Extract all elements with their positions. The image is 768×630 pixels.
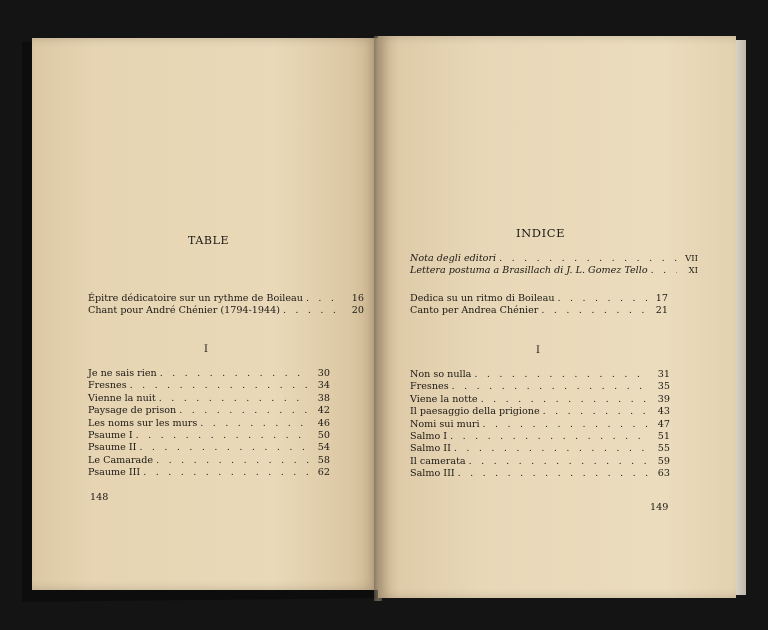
toc-entry <box>410 419 670 431</box>
toc-entry-page: 16 <box>351 293 364 304</box>
toc-entry <box>410 456 670 468</box>
right-page <box>378 36 736 598</box>
toc-entry <box>410 305 668 317</box>
toc-entry-title: Lettera postuma a Brasillach di J. L. Gomez Tello <box>410 265 648 277</box>
toc-entry <box>88 405 330 417</box>
left-page-heading: TABLE <box>188 234 230 247</box>
toc-entry <box>410 253 698 265</box>
toc-entry-title: Canto per Andrea Chénier <box>410 305 539 317</box>
toc-entry-page: 30 <box>317 368 330 379</box>
dot-leader <box>481 394 649 406</box>
toc-entry-title: Paysage de prison <box>88 405 177 417</box>
toc-entry <box>88 418 330 430</box>
toc-entry-title: Il camerata <box>410 455 466 467</box>
toc-entry-page: 54 <box>317 442 330 454</box>
toc-entry <box>410 369 670 381</box>
toc-entry-title: Salmo I <box>410 430 448 442</box>
toc-entry-page: 63 <box>657 468 670 480</box>
left-page-number: 148 <box>90 492 109 503</box>
left-entries <box>88 368 330 480</box>
toc-entry-page: 39 <box>657 393 670 405</box>
toc-entry <box>88 293 364 305</box>
right-page-number: 149 <box>650 502 669 513</box>
toc-entry <box>410 265 698 277</box>
dot-leader <box>200 418 309 430</box>
toc-entry-title: Épitre dédicatoire sur un rythme de Boileau <box>88 293 303 304</box>
dot-leader <box>136 430 309 442</box>
dot-leader <box>454 443 649 455</box>
toc-entry <box>88 368 330 380</box>
toc-entry-title: Nota degli editori <box>410 253 497 264</box>
right-section-number: I <box>536 345 540 356</box>
left-front-entries <box>88 293 364 318</box>
toc-entry <box>410 406 670 418</box>
toc-entry-page: 42 <box>317 405 330 417</box>
toc-entry-page: 51 <box>657 430 670 442</box>
toc-entry-title: Psaume II <box>88 442 137 454</box>
right-page-heading: INDICE <box>516 226 566 240</box>
toc-entry <box>410 443 670 455</box>
toc-entry <box>88 467 330 479</box>
dot-leader <box>283 305 343 317</box>
toc-entry-page: 59 <box>657 455 670 467</box>
toc-entry <box>410 381 670 393</box>
toc-entry-title: Je ne sais rien <box>88 368 157 379</box>
dot-leader <box>541 305 647 317</box>
toc-entry-page: 31 <box>657 369 670 380</box>
toc-entry-title: Salmo III <box>410 468 455 480</box>
left-section-number: I <box>204 344 208 355</box>
dot-leader <box>483 419 649 431</box>
dot-leader <box>543 406 649 418</box>
toc-entry-title: Nomi sui muri <box>410 418 480 430</box>
toc-entry-title: Psaume I <box>88 429 133 441</box>
toc-entry-title: Chant pour André Chénier (1794-1944) <box>88 305 280 317</box>
toc-entry-page: 20 <box>351 305 364 317</box>
dot-leader <box>156 455 309 467</box>
toc-entry-title: Le Camarade <box>88 454 154 466</box>
toc-entry-page: 38 <box>317 392 330 404</box>
dot-leader <box>179 405 309 417</box>
toc-entry <box>88 455 330 467</box>
toc-entry-page: 55 <box>657 443 670 455</box>
toc-entry-title: Viene la notte <box>410 393 478 405</box>
dot-leader <box>450 431 649 443</box>
toc-entry-page: 21 <box>655 305 668 317</box>
dot-leader <box>160 368 309 380</box>
toc-entry-page: 34 <box>317 380 330 392</box>
toc-entry <box>88 430 330 442</box>
dot-leader <box>130 380 309 392</box>
left-page <box>32 38 378 590</box>
toc-entry-title: Les noms sur les murs <box>88 417 198 429</box>
toc-entry-title: Fresnes <box>88 380 127 392</box>
toc-entry <box>88 305 364 317</box>
right-front-entries <box>410 293 668 318</box>
right-intro-entries <box>410 253 698 278</box>
dot-leader <box>499 253 677 265</box>
toc-entry-page: 62 <box>317 467 330 479</box>
toc-entry-title: Il paesaggio della prigione <box>410 406 540 418</box>
toc-entry-page: 17 <box>655 293 668 304</box>
toc-entry <box>88 393 330 405</box>
toc-entry <box>88 380 330 392</box>
toc-entry <box>410 293 668 305</box>
toc-entry-page: XI <box>688 266 698 277</box>
toc-entry <box>410 468 670 480</box>
toc-entry <box>410 394 670 406</box>
toc-entry <box>88 442 330 454</box>
toc-entry-title: Salmo II <box>410 443 451 455</box>
dot-leader <box>306 293 343 305</box>
toc-entry-page: 58 <box>317 454 330 466</box>
toc-entry-title: Non so nulla <box>410 369 472 380</box>
toc-entry-page: 46 <box>317 417 330 429</box>
dot-leader <box>558 293 647 305</box>
toc-entry-title: Fresnes <box>410 381 449 393</box>
dot-leader <box>143 467 309 479</box>
toc-entry-page: 43 <box>657 406 670 418</box>
right-entries <box>410 369 670 481</box>
dot-leader <box>474 369 649 381</box>
dot-leader <box>139 442 309 454</box>
dot-leader <box>159 393 309 405</box>
dot-leader <box>452 381 649 393</box>
toc-entry-page: 47 <box>657 418 670 430</box>
dot-leader <box>458 468 649 480</box>
toc-entry-title: Vienne la nuit <box>88 392 156 404</box>
dot-leader <box>651 265 677 277</box>
toc-entry-page: VII <box>685 254 698 264</box>
toc-entry <box>410 431 670 443</box>
toc-entry-title: Psaume III <box>88 467 141 479</box>
toc-entry-title: Dedica su un ritmo di Boileau <box>410 293 555 304</box>
toc-entry-page: 50 <box>317 429 330 441</box>
page-edges <box>736 40 746 595</box>
toc-entry-page: 35 <box>657 381 670 393</box>
dot-leader <box>469 456 649 468</box>
